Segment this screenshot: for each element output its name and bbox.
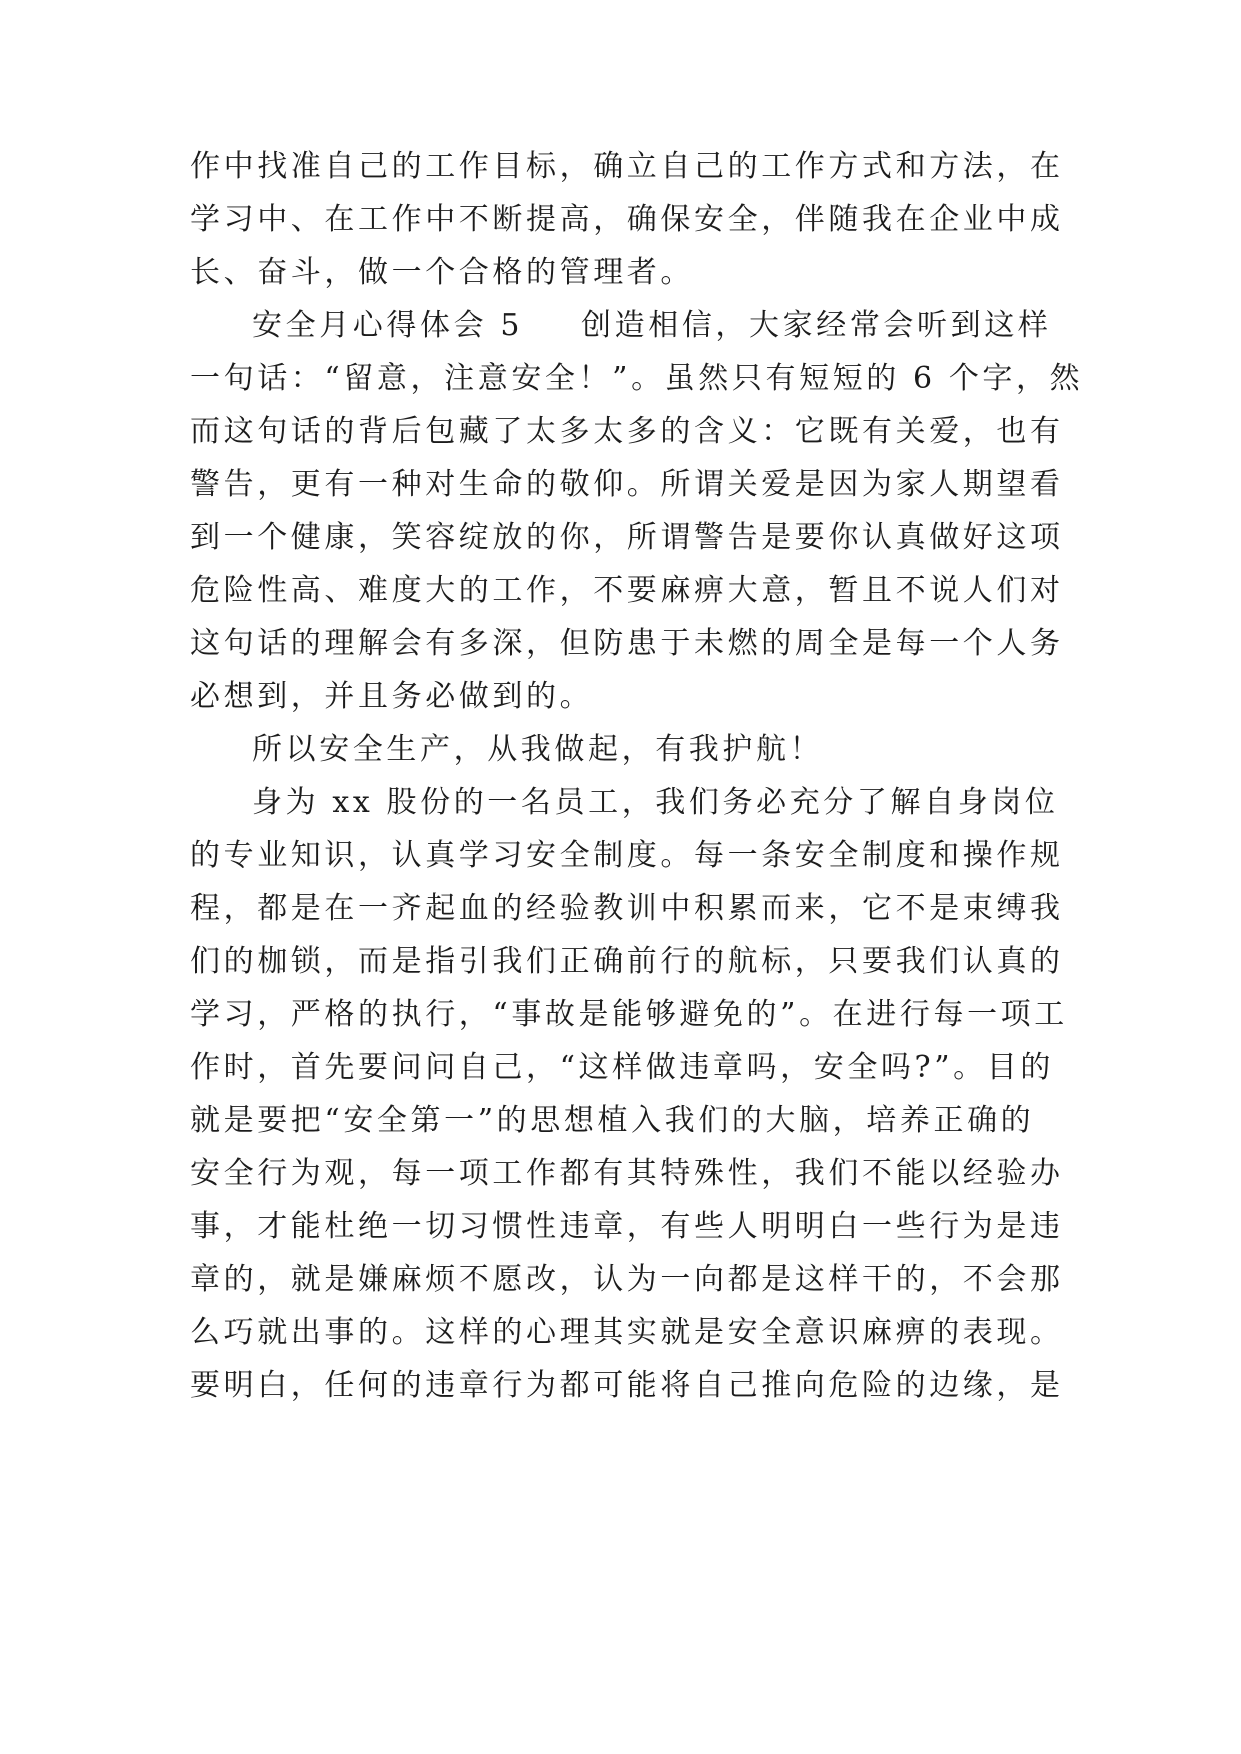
- section-lead-text: 创造相信，大家经常会听到这样: [581, 308, 1052, 343]
- text-line: 学习中、在工作中不断提高，确保安全，伴随我在企业中成: [190, 202, 1064, 237]
- text-line: 到一个健康，笑容绽放的你，所谓警告是要你认真做好这项: [190, 520, 1064, 555]
- text-line: 必想到，并且务必做到的。: [190, 679, 594, 714]
- text-line: 危险性高、难度大的工作，不要麻痹大意，暂且不说人们对: [190, 573, 1064, 608]
- text-line: 们的枷锁，而是指引我们正确前行的航标，只要我们认真的: [190, 944, 1064, 979]
- text-line: 这句话的理解会有多深，但防患于未燃的周全是每一个人务: [190, 626, 1064, 661]
- text-line: 而这句话的背后包藏了太多太多的含义：它既有关爱，也有: [190, 414, 1064, 449]
- text-line: 所以安全生产，从我做起，有我护航！: [252, 732, 824, 767]
- text-line: 安全行为观，每一项工作都有其特殊性，我们不能以经验办: [190, 1156, 1064, 1191]
- text-line: 的专业知识，认真学习安全制度。每一条安全制度和操作规: [190, 838, 1064, 873]
- section-heading-line: [252, 301, 1152, 351]
- section-title: 安全月心得体会 5: [252, 308, 524, 343]
- text-line: 作中找准自己的工作目标，确立自己的工作方式和方法，在: [190, 149, 1064, 184]
- text-line: 事，才能杜绝一切习惯性违章，有些人明明白一些行为是违: [190, 1209, 1064, 1244]
- text-line: 一句话：“留意，注意安全！”。虽然只有短短的 6 个字，然: [190, 361, 1084, 396]
- text-line: 要明白，任何的违章行为都可能将自己推向危险的边缘，是: [190, 1368, 1064, 1403]
- text-line: 章的，就是嫌麻烦不愿改，认为一向都是这样干的，不会那: [190, 1262, 1064, 1297]
- text-line: 警告，更有一种对生命的敬仰。所谓关爱是因为家人期望看: [190, 467, 1064, 502]
- text-line: 就是要把“安全第一”的思想植入我们的大脑，培养正确的: [190, 1103, 1035, 1138]
- text-line: 学习，严格的执行，“事故是能够避免的”。在进行每一项工: [190, 997, 1068, 1032]
- text-line: 身为 xx 股份的一名员工，我们务必充分了解自身岗位: [252, 785, 1059, 820]
- text-line: 程，都是在一齐起血的经验教训中积累而来，它不是束缚我: [190, 891, 1064, 926]
- text-line: 长、奋斗，做一个合格的管理者。: [190, 255, 694, 290]
- text-line: 作时，首先要问问自己，“这样做违章吗，安全吗?”。目的: [190, 1050, 1054, 1085]
- text-line: 么巧就出事的。这样的心理其实就是安全意识麻痹的表现。: [190, 1315, 1064, 1350]
